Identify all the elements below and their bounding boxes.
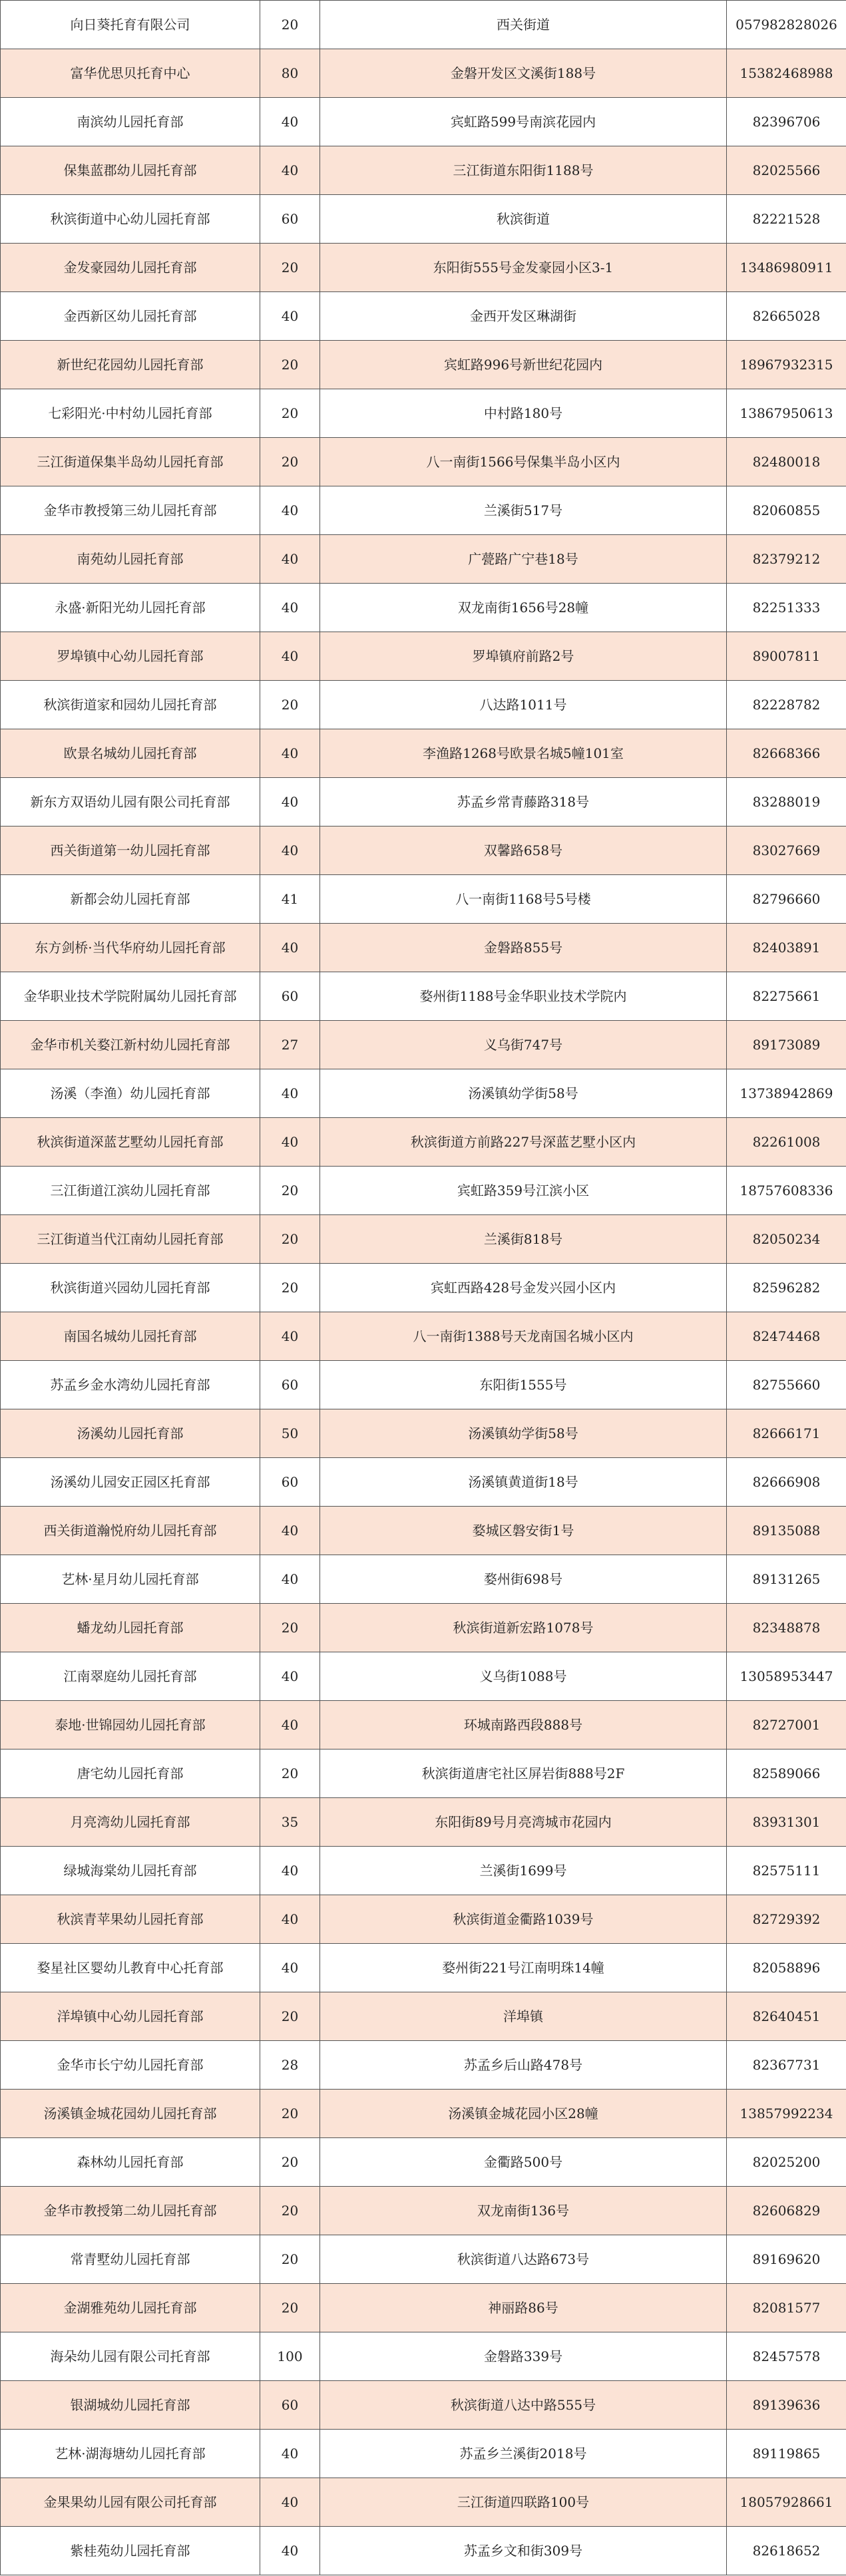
capacity-cell: 40 (260, 1312, 320, 1361)
table-row (1, 486, 846, 535)
phone-cell: 82081577 (727, 2284, 846, 2332)
phone-cell: 89169620 (727, 2235, 846, 2284)
address-cell: 婺州街1188号金华职业技术学院内 (320, 972, 727, 1021)
phone-cell: 89007811 (727, 632, 846, 681)
phone-cell: 13058953447 (727, 1652, 846, 1701)
phone-cell: 82058896 (727, 1944, 846, 1992)
institution-name-cell: 三江街道江滨幼儿园托育部 (1, 1167, 260, 1215)
institution-name-cell: 秋滨街道兴园幼儿园托育部 (1, 1264, 260, 1312)
capacity-cell: 40 (260, 729, 320, 778)
institution-name-cell: 南滨幼儿园托育部 (1, 98, 260, 146)
capacity-cell: 50 (260, 1409, 320, 1458)
address-cell: 八一南街1168号5号楼 (320, 875, 727, 924)
institution-name-cell: 金华市教授第二幼儿园托育部 (1, 2187, 260, 2235)
address-cell: 秋滨街道唐宅社区屏岩街888号2F (320, 1749, 727, 1798)
address-cell: 秋滨街道八达中路555号 (320, 2381, 727, 2430)
table-row (1, 244, 846, 292)
institution-name-cell: 艺林·湖海塘幼儿园托育部 (1, 2430, 260, 2478)
address-cell: 汤溪镇金城花园小区28幢 (320, 2090, 727, 2138)
address-cell: 双龙南街1656号28幢 (320, 584, 727, 632)
phone-cell: 82755660 (727, 1361, 846, 1409)
capacity-cell: 20 (260, 1264, 320, 1312)
capacity-cell: 35 (260, 1798, 320, 1847)
address-cell: 金西开发区琳湖街 (320, 292, 727, 341)
table-row (1, 584, 846, 632)
capacity-cell: 40 (260, 292, 320, 341)
capacity-cell: 28 (260, 2041, 320, 2090)
capacity-cell: 80 (260, 49, 320, 98)
institution-name-cell: 汤溪镇金城花园幼儿园托育部 (1, 2090, 260, 2138)
table-row (1, 1021, 846, 1069)
table-row (1, 2187, 846, 2235)
capacity-cell: 40 (260, 2430, 320, 2478)
phone-cell: 82025566 (727, 146, 846, 195)
address-cell: 婺城区磐安街1号 (320, 1507, 727, 1555)
capacity-cell: 20 (260, 389, 320, 438)
institution-name-cell: 金湖雅苑幼儿园托育部 (1, 2284, 260, 2332)
phone-cell: 82480018 (727, 438, 846, 486)
table-row (1, 146, 846, 195)
capacity-cell: 27 (260, 1021, 320, 1069)
registry-body (1, 1, 846, 2575)
institution-name-cell: 蟠龙幼儿园托育部 (1, 1604, 260, 1652)
address-cell: 李渔路1268号欧景名城5幢101室 (320, 729, 727, 778)
address-cell: 八一南街1566号保集半岛小区内 (320, 438, 727, 486)
phone-cell: 13857992234 (727, 2090, 846, 2138)
table-row (1, 2332, 846, 2381)
institution-name-cell: 三江街道保集半岛幼儿园托育部 (1, 438, 260, 486)
table-row (1, 1944, 846, 1992)
phone-cell: 89173089 (727, 1021, 846, 1069)
table-row (1, 389, 846, 438)
phone-cell: 18967932315 (727, 341, 846, 389)
institution-name-cell: 金发豪园幼儿园托育部 (1, 244, 260, 292)
table-row (1, 632, 846, 681)
address-cell: 八达路1011号 (320, 681, 727, 729)
address-cell: 苏孟乡常青藤路318号 (320, 778, 727, 827)
table-row (1, 1264, 846, 1312)
phone-cell: 82474468 (727, 1312, 846, 1361)
capacity-cell: 20 (260, 1, 320, 49)
address-cell: 金磐路855号 (320, 924, 727, 972)
capacity-cell: 40 (260, 1847, 320, 1895)
institution-name-cell: 婺星社区婴幼儿教育中心托育部 (1, 1944, 260, 1992)
address-cell: 义乌街1088号 (320, 1652, 727, 1701)
phone-cell: 13738942869 (727, 1069, 846, 1118)
address-cell: 宾虹路996号新世纪花园内 (320, 341, 727, 389)
capacity-cell: 60 (260, 972, 320, 1021)
phone-cell: 82665028 (727, 292, 846, 341)
address-cell: 三江街道四联路100号 (320, 2478, 727, 2527)
table-row (1, 49, 846, 98)
address-cell: 双馨路658号 (320, 827, 727, 875)
table-row (1, 2090, 846, 2138)
phone-cell: 82025200 (727, 2138, 846, 2187)
institution-name-cell: 金华市长宁幼儿园托育部 (1, 2041, 260, 2090)
capacity-cell: 20 (260, 1992, 320, 2041)
table-row (1, 292, 846, 341)
institution-name-cell: 汤溪幼儿园安正园区托育部 (1, 1458, 260, 1507)
institution-name-cell: 汤溪幼儿园托育部 (1, 1409, 260, 1458)
table-row (1, 2527, 846, 2575)
institution-name-cell: 森林幼儿园托育部 (1, 2138, 260, 2187)
address-cell: 兰溪街818号 (320, 1215, 727, 1264)
address-cell: 秋滨街道新宏路1078号 (320, 1604, 727, 1652)
address-cell: 双龙南街136号 (320, 2187, 727, 2235)
institution-name-cell: 保集蓝郡幼儿园托育部 (1, 146, 260, 195)
phone-cell: 82575111 (727, 1847, 846, 1895)
institution-name-cell: 西关街道瀚悦府幼儿园托育部 (1, 1507, 260, 1555)
capacity-cell: 40 (260, 98, 320, 146)
capacity-cell: 41 (260, 875, 320, 924)
institution-name-cell: 西关街道第一幼儿园托育部 (1, 827, 260, 875)
capacity-cell: 40 (260, 1507, 320, 1555)
address-cell: 东阳街555号金发豪园小区3-1 (320, 244, 727, 292)
table-row (1, 1847, 846, 1895)
institution-name-cell: 唐宅幼儿园托育部 (1, 1749, 260, 1798)
phone-cell: 82668366 (727, 729, 846, 778)
institution-name-cell: 泰地·世锦园幼儿园托育部 (1, 1701, 260, 1749)
capacity-cell: 20 (260, 1604, 320, 1652)
address-cell: 秋滨街道方前路227号深蓝艺墅小区内 (320, 1118, 727, 1167)
institution-name-cell: 绿城海棠幼儿园托育部 (1, 1847, 260, 1895)
phone-cell: 89119865 (727, 2430, 846, 2478)
phone-cell: 82666908 (727, 1458, 846, 1507)
address-cell: 东阳街1555号 (320, 1361, 727, 1409)
address-cell: 金衢路500号 (320, 2138, 727, 2187)
table-row (1, 1701, 846, 1749)
institution-name-cell: 新世纪花园幼儿园托育部 (1, 341, 260, 389)
phone-cell: 82060855 (727, 486, 846, 535)
institution-name-cell: 金果果幼儿园有限公司托育部 (1, 2478, 260, 2527)
institution-name-cell: 艺林·星月幼儿园托育部 (1, 1555, 260, 1604)
phone-cell: 13486980911 (727, 244, 846, 292)
address-cell: 秋滨街道金衢路1039号 (320, 1895, 727, 1944)
institution-name-cell: 向日葵托育有限公司 (1, 1, 260, 49)
table-row (1, 1, 846, 49)
institution-name-cell: 金华市教授第三幼儿园托育部 (1, 486, 260, 535)
capacity-cell: 40 (260, 2527, 320, 2575)
address-cell: 宾虹路359号江滨小区 (320, 1167, 727, 1215)
capacity-cell: 40 (260, 1118, 320, 1167)
table-row (1, 1361, 846, 1409)
institution-name-cell: 秋滨街道深蓝艺墅幼儿园托育部 (1, 1118, 260, 1167)
capacity-cell: 60 (260, 1458, 320, 1507)
table-row (1, 2430, 846, 2478)
phone-cell: 89139636 (727, 2381, 846, 2430)
capacity-cell: 40 (260, 2478, 320, 2527)
capacity-cell: 20 (260, 2235, 320, 2284)
capacity-cell: 40 (260, 827, 320, 875)
table-row (1, 2284, 846, 2332)
table-row (1, 535, 846, 584)
address-cell: 八一南街1388号天龙南国名城小区内 (320, 1312, 727, 1361)
capacity-cell: 20 (260, 2187, 320, 2235)
address-cell: 婺州街698号 (320, 1555, 727, 1604)
address-cell: 苏孟乡后山路478号 (320, 2041, 727, 2090)
address-cell: 义乌街747号 (320, 1021, 727, 1069)
capacity-cell: 40 (260, 1069, 320, 1118)
capacity-cell: 40 (260, 535, 320, 584)
address-cell: 中村路180号 (320, 389, 727, 438)
capacity-cell: 40 (260, 1944, 320, 1992)
institution-name-cell: 银湖城幼儿园托育部 (1, 2381, 260, 2430)
capacity-cell: 100 (260, 2332, 320, 2381)
phone-cell: 18757608336 (727, 1167, 846, 1215)
phone-cell: 15382468988 (727, 49, 846, 98)
phone-cell: 82348878 (727, 1604, 846, 1652)
phone-cell: 82379212 (727, 535, 846, 584)
capacity-cell: 20 (260, 681, 320, 729)
address-cell: 汤溪镇幼学街58号 (320, 1409, 727, 1458)
table-row (1, 1312, 846, 1361)
phone-cell: 83027669 (727, 827, 846, 875)
address-cell: 罗埠镇府前路2号 (320, 632, 727, 681)
table-row (1, 195, 846, 244)
table-row (1, 98, 846, 146)
address-cell: 秋滨街道 (320, 195, 727, 244)
table-row (1, 438, 846, 486)
table-row (1, 2235, 846, 2284)
address-cell: 广甍路广宁巷18号 (320, 535, 727, 584)
phone-cell: 82261008 (727, 1118, 846, 1167)
phone-cell: 057982828026 (727, 1, 846, 49)
institution-name-cell: 紫桂苑幼儿园托育部 (1, 2527, 260, 2575)
table-row (1, 1458, 846, 1507)
capacity-cell: 20 (260, 1167, 320, 1215)
address-cell: 环城南路西段888号 (320, 1701, 727, 1749)
institution-name-cell: 罗埠镇中心幼儿园托育部 (1, 632, 260, 681)
phone-cell: 82367731 (727, 2041, 846, 2090)
address-cell: 金磐路339号 (320, 2332, 727, 2381)
address-cell: 兰溪街1699号 (320, 1847, 727, 1895)
institution-name-cell: 富华优思贝托育中心 (1, 49, 260, 98)
phone-cell: 82396706 (727, 98, 846, 146)
phone-cell: 82457578 (727, 2332, 846, 2381)
address-cell: 金磐开发区文溪街188号 (320, 49, 727, 98)
phone-cell: 82275661 (727, 972, 846, 1021)
address-cell: 苏孟乡兰溪街2018号 (320, 2430, 727, 2478)
institution-name-cell: 月亮湾幼儿园托育部 (1, 1798, 260, 1847)
table-row (1, 1749, 846, 1798)
institution-name-cell: 秋滨街道家和园幼儿园托育部 (1, 681, 260, 729)
capacity-cell: 60 (260, 1361, 320, 1409)
table-row (1, 1409, 846, 1458)
capacity-cell: 40 (260, 924, 320, 972)
phone-cell: 83931301 (727, 1798, 846, 1847)
capacity-cell: 20 (260, 1215, 320, 1264)
address-cell: 神丽路86号 (320, 2284, 727, 2332)
address-cell: 三江街道东阳街1188号 (320, 146, 727, 195)
capacity-cell: 40 (260, 486, 320, 535)
institution-name-cell: 海朵幼儿园有限公司托育部 (1, 2332, 260, 2381)
phone-cell: 82606829 (727, 2187, 846, 2235)
capacity-cell: 40 (260, 1652, 320, 1701)
institution-name-cell: 汤溪（李渔）幼儿园托育部 (1, 1069, 260, 1118)
phone-cell: 82251333 (727, 584, 846, 632)
phone-cell: 89131265 (727, 1555, 846, 1604)
phone-cell: 82596282 (727, 1264, 846, 1312)
phone-cell: 83288019 (727, 778, 846, 827)
address-cell: 东阳街89号月亮湾城市花园内 (320, 1798, 727, 1847)
address-cell: 苏孟乡文和街309号 (320, 2527, 727, 2575)
capacity-cell: 40 (260, 1701, 320, 1749)
institution-name-cell: 东方剑桥·当代华府幼儿园托育部 (1, 924, 260, 972)
table-row (1, 875, 846, 924)
institution-name-cell: 金华职业技术学院附属幼儿园托育部 (1, 972, 260, 1021)
table-row (1, 2381, 846, 2430)
capacity-cell: 20 (260, 2284, 320, 2332)
address-cell: 洋埠镇 (320, 1992, 727, 2041)
address-cell: 秋滨街道八达路673号 (320, 2235, 727, 2284)
phone-cell: 82050234 (727, 1215, 846, 1264)
capacity-cell: 20 (260, 438, 320, 486)
phone-cell: 82403891 (727, 924, 846, 972)
table-row (1, 972, 846, 1021)
table-row (1, 2138, 846, 2187)
institution-name-cell: 金华市机关婺江新村幼儿园托育部 (1, 1021, 260, 1069)
institution-name-cell: 新东方双语幼儿园有限公司托育部 (1, 778, 260, 827)
institution-name-cell: 南苑幼儿园托育部 (1, 535, 260, 584)
capacity-cell: 40 (260, 584, 320, 632)
table-row (1, 1652, 846, 1701)
institution-name-cell: 秋滨青苹果幼儿园托育部 (1, 1895, 260, 1944)
phone-cell: 13867950613 (727, 389, 846, 438)
table-row (1, 1604, 846, 1652)
institution-name-cell: 苏孟乡金水湾幼儿园托育部 (1, 1361, 260, 1409)
table-row (1, 778, 846, 827)
table-row (1, 1507, 846, 1555)
phone-cell: 82640451 (727, 1992, 846, 2041)
table-row (1, 827, 846, 875)
institution-name-cell: 洋埠镇中心幼儿园托育部 (1, 1992, 260, 2041)
capacity-cell: 60 (260, 195, 320, 244)
table-row (1, 341, 846, 389)
institution-name-cell: 七彩阳光·中村幼儿园托育部 (1, 389, 260, 438)
table-row (1, 681, 846, 729)
address-cell: 西关街道 (320, 1, 727, 49)
table-row (1, 924, 846, 972)
institution-name-cell: 常青墅幼儿园托育部 (1, 2235, 260, 2284)
institution-name-cell: 金西新区幼儿园托育部 (1, 292, 260, 341)
phone-cell: 82228782 (727, 681, 846, 729)
capacity-cell: 20 (260, 341, 320, 389)
address-cell: 兰溪街517号 (320, 486, 727, 535)
institution-name-cell: 江南翠庭幼儿园托育部 (1, 1652, 260, 1701)
address-cell: 宾虹路599号南滨花园内 (320, 98, 727, 146)
phone-cell: 82618652 (727, 2527, 846, 2575)
capacity-cell: 40 (260, 146, 320, 195)
institution-name-cell: 新都会幼儿园托育部 (1, 875, 260, 924)
capacity-cell: 60 (260, 2381, 320, 2430)
capacity-cell: 40 (260, 1895, 320, 1944)
capacity-cell: 40 (260, 1555, 320, 1604)
phone-cell: 82221528 (727, 195, 846, 244)
table-row (1, 1992, 846, 2041)
address-cell: 宾虹西路428号金发兴园小区内 (320, 1264, 727, 1312)
institution-name-cell: 南国名城幼儿园托育部 (1, 1312, 260, 1361)
institution-name-cell: 永盛·新阳光幼儿园托育部 (1, 584, 260, 632)
phone-cell: 82796660 (727, 875, 846, 924)
phone-cell: 82589066 (727, 1749, 846, 1798)
table-row (1, 1555, 846, 1604)
table-row (1, 1118, 846, 1167)
table-row (1, 2478, 846, 2527)
institution-name-cell: 秋滨街道中心幼儿园托育部 (1, 195, 260, 244)
phone-cell: 89135088 (727, 1507, 846, 1555)
institution-name-cell: 三江街道当代江南幼儿园托育部 (1, 1215, 260, 1264)
table-row (1, 1215, 846, 1264)
capacity-cell: 20 (260, 2138, 320, 2187)
capacity-cell: 20 (260, 1749, 320, 1798)
capacity-cell: 40 (260, 778, 320, 827)
address-cell: 婺州街221号江南明珠14幢 (320, 1944, 727, 1992)
table-row (1, 1895, 846, 1944)
table-row (1, 1167, 846, 1215)
institution-name-cell: 欧景名城幼儿园托育部 (1, 729, 260, 778)
table-row (1, 2041, 846, 2090)
table-row (1, 1798, 846, 1847)
capacity-cell: 20 (260, 2090, 320, 2138)
address-cell: 汤溪镇黄道街18号 (320, 1458, 727, 1507)
address-cell: 汤溪镇幼学街58号 (320, 1069, 727, 1118)
table-row (1, 729, 846, 778)
phone-cell: 82666171 (727, 1409, 846, 1458)
capacity-cell: 40 (260, 632, 320, 681)
capacity-cell: 20 (260, 244, 320, 292)
phone-cell: 82729392 (727, 1895, 846, 1944)
table-row (1, 1069, 846, 1118)
phone-cell: 18057928661 (727, 2478, 846, 2527)
phone-cell: 82727001 (727, 1701, 846, 1749)
